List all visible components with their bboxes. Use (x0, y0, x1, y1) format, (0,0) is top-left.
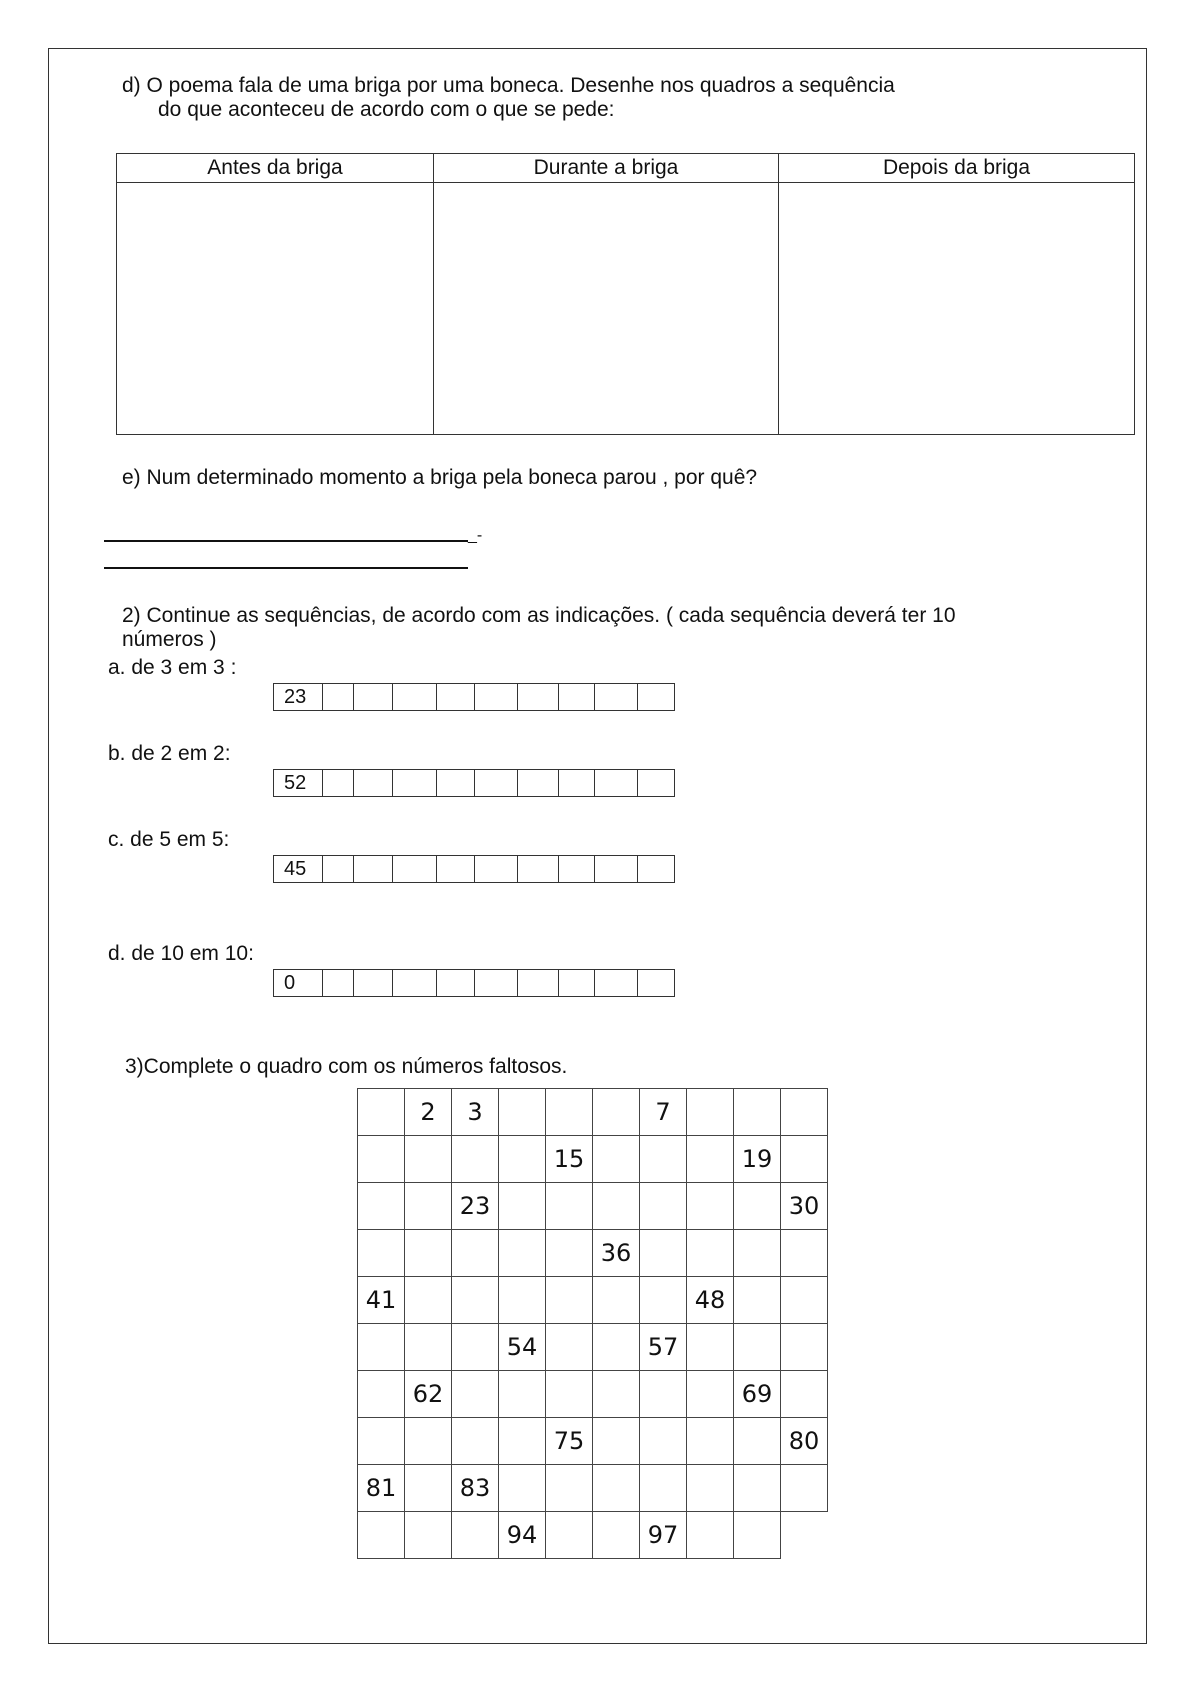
sequence-cell: 0 (284, 972, 296, 994)
sequence-cell[interactable] (436, 970, 474, 996)
empty-number-cell[interactable] (734, 1418, 781, 1465)
sequence-cell[interactable] (558, 770, 594, 796)
sequence-cell[interactable] (392, 970, 436, 996)
sequence-cell[interactable] (558, 970, 594, 996)
sequence-cell[interactable] (322, 770, 353, 796)
empty-number-cell[interactable] (452, 1418, 499, 1465)
given-number-cell: 54 (499, 1324, 546, 1371)
empty-number-cell[interactable] (546, 1371, 593, 1418)
empty-number-cell[interactable] (781, 1371, 828, 1418)
empty-number-cell[interactable] (640, 1418, 687, 1465)
drawing-box-after[interactable] (779, 183, 1135, 435)
empty-number-cell[interactable] (640, 1277, 687, 1324)
empty-number-cell[interactable] (358, 1512, 405, 1559)
sequence-cell[interactable] (637, 770, 674, 796)
sequence-cell[interactable] (594, 684, 637, 710)
chart-row (358, 1183, 828, 1230)
empty-number-cell[interactable] (358, 1136, 405, 1183)
question-d-line1: d) O poema fala de uma briga por uma boneca. Desenhe nos quadros a sequência (122, 74, 895, 97)
empty-number-cell[interactable] (358, 1371, 405, 1418)
given-number-cell: 69 (734, 1371, 781, 1418)
empty-number-cell[interactable] (734, 1324, 781, 1371)
given-number-cell: 94 (499, 1512, 546, 1559)
empty-number-cell[interactable] (546, 1230, 593, 1277)
empty-number-cell[interactable] (358, 1324, 405, 1371)
drawing-box-during[interactable] (434, 183, 779, 435)
given-number-cell: 19 (734, 1136, 781, 1183)
sequence-c-boxes (273, 855, 675, 883)
question-2-line2: números ) (122, 628, 217, 651)
given-number-cell: 15 (546, 1136, 593, 1183)
empty-number-cell[interactable] (687, 1324, 734, 1371)
empty-number-cell[interactable] (593, 1512, 640, 1559)
sequence-cell[interactable] (392, 856, 436, 882)
sequence-cell[interactable] (436, 684, 474, 710)
given-number-cell: 41 (358, 1277, 405, 1324)
sequence-cell[interactable] (353, 856, 392, 882)
empty-number-cell[interactable] (640, 1371, 687, 1418)
sequence-cell[interactable] (517, 970, 558, 996)
empty-number-cell[interactable] (405, 1136, 452, 1183)
answer-line-1[interactable] (104, 540, 468, 542)
empty-number-cell[interactable] (405, 1418, 452, 1465)
given-number-cell: 23 (452, 1183, 499, 1230)
given-number-cell: 80 (781, 1418, 828, 1465)
sequence-c-label: c. de 5 em 5: (108, 828, 230, 851)
empty-number-cell[interactable] (687, 1465, 734, 1512)
empty-number-cell[interactable] (546, 1277, 593, 1324)
chart-row (358, 1089, 828, 1136)
empty-number-cell[interactable] (687, 1136, 734, 1183)
answer-line-dash: _- (468, 527, 483, 544)
chart-row (358, 1324, 828, 1371)
empty-number-cell[interactable] (781, 1465, 828, 1512)
sequence-d-label: d. de 10 em 10: (108, 942, 254, 965)
empty-number-cell[interactable] (687, 1183, 734, 1230)
empty-number-cell[interactable] (405, 1324, 452, 1371)
empty-number-cell[interactable] (734, 1465, 781, 1512)
chart-row (358, 1136, 828, 1183)
sequence-cell[interactable] (517, 684, 558, 710)
chart-row (358, 1277, 828, 1324)
empty-number-cell[interactable] (405, 1277, 452, 1324)
empty-number-cell[interactable] (593, 1465, 640, 1512)
empty-number-cell[interactable] (452, 1371, 499, 1418)
empty-number-cell[interactable] (546, 1183, 593, 1230)
given-number-cell: 97 (640, 1512, 687, 1559)
sequence-cell[interactable] (637, 684, 674, 710)
given-number-cell: 57 (640, 1324, 687, 1371)
empty-number-cell[interactable] (781, 1136, 828, 1183)
sequence-b-label: b. de 2 em 2: (108, 742, 231, 765)
drawing-box-before[interactable] (117, 183, 434, 435)
given-number-cell: 3 (452, 1089, 499, 1136)
sequence-cell[interactable] (474, 770, 517, 796)
sequence-a-label: a. de 3 em 3 : (108, 656, 237, 679)
empty-number-cell[interactable] (781, 1230, 828, 1277)
empty-number-cell[interactable] (593, 1277, 640, 1324)
sequence-cell[interactable] (322, 856, 353, 882)
empty-number-cell[interactable] (546, 1089, 593, 1136)
empty-number-cell[interactable] (452, 1512, 499, 1559)
sequence-cell[interactable] (474, 970, 517, 996)
given-number-cell: 83 (452, 1465, 499, 1512)
sequence-b-boxes (273, 769, 675, 797)
given-number-cell: 7 (640, 1089, 687, 1136)
chart-row (358, 1512, 828, 1559)
empty-number-cell[interactable] (781, 1277, 828, 1324)
sequence-cell[interactable] (474, 856, 517, 882)
empty-number-cell[interactable] (452, 1230, 499, 1277)
empty-number-cell[interactable] (358, 1230, 405, 1277)
question-2-line1: 2) Continue as sequências, de acordo com as indicações. ( cada sequência deverá ter 10 (122, 604, 956, 627)
given-number-cell: 30 (781, 1183, 828, 1230)
sequence-cell[interactable] (594, 856, 637, 882)
chart-row (358, 1371, 828, 1418)
given-number-cell: 81 (358, 1465, 405, 1512)
empty-number-cell[interactable] (452, 1324, 499, 1371)
answer-line-2[interactable] (104, 567, 468, 569)
empty-number-cell[interactable] (405, 1512, 452, 1559)
empty-number-cell[interactable] (781, 1324, 828, 1371)
chart-row (358, 1418, 828, 1465)
sequence-cell[interactable] (392, 684, 436, 710)
empty-number-cell[interactable] (499, 1371, 546, 1418)
chart-row (358, 1465, 828, 1512)
sequence-cell[interactable] (436, 856, 474, 882)
empty-number-cell[interactable] (499, 1089, 546, 1136)
empty-number-cell[interactable] (593, 1418, 640, 1465)
drawing-table (116, 153, 1135, 435)
given-number-cell: 75 (546, 1418, 593, 1465)
sequence-cell[interactable] (392, 770, 436, 796)
question-3-text: 3)Complete o quadro com os números faltosos. (125, 1055, 568, 1078)
given-number-cell: 48 (687, 1277, 734, 1324)
empty-number-cell[interactable] (687, 1371, 734, 1418)
sequence-cell[interactable] (474, 684, 517, 710)
sequence-cell: 52 (284, 772, 307, 794)
sequence-cell[interactable] (353, 684, 392, 710)
empty-number-cell[interactable] (546, 1324, 593, 1371)
empty-number-cell[interactable] (640, 1136, 687, 1183)
empty-number-cell[interactable] (499, 1277, 546, 1324)
empty-number-cell[interactable] (405, 1183, 452, 1230)
sequence-cell[interactable] (637, 970, 674, 996)
empty-number-cell[interactable] (499, 1418, 546, 1465)
empty-number-cell[interactable] (687, 1418, 734, 1465)
empty-number-cell[interactable] (546, 1512, 593, 1559)
empty-number-cell[interactable] (546, 1465, 593, 1512)
sequence-cell[interactable] (594, 970, 637, 996)
sequence-cell[interactable] (517, 856, 558, 882)
column-after: Depois da briga (779, 154, 1135, 183)
question-e-text: e) Num determinado momento a briga pela boneca parou , por quê? (122, 466, 758, 489)
sequence-a-boxes (273, 683, 675, 711)
empty-number-cell[interactable] (593, 1136, 640, 1183)
sequence-cell: 23 (284, 686, 307, 708)
empty-number-cell[interactable] (734, 1230, 781, 1277)
empty-number-cell[interactable] (499, 1136, 546, 1183)
column-before: Antes da briga (117, 154, 434, 183)
missing-cell (781, 1512, 828, 1559)
empty-number-cell[interactable] (593, 1089, 640, 1136)
sequence-cell[interactable] (436, 770, 474, 796)
empty-number-cell[interactable] (593, 1183, 640, 1230)
empty-number-cell[interactable] (452, 1277, 499, 1324)
empty-number-cell[interactable] (687, 1230, 734, 1277)
chart-row (358, 1230, 828, 1277)
empty-number-cell[interactable] (734, 1183, 781, 1230)
empty-number-cell[interactable] (687, 1089, 734, 1136)
sequence-cell: 45 (284, 858, 307, 880)
empty-number-cell[interactable] (734, 1089, 781, 1136)
empty-number-cell[interactable] (358, 1418, 405, 1465)
question-d-line2: do que aconteceu de acordo com o que se pede: (158, 98, 615, 121)
sequence-cell[interactable] (637, 856, 674, 882)
empty-number-cell[interactable] (358, 1183, 405, 1230)
empty-number-cell[interactable] (593, 1324, 640, 1371)
given-number-cell: 62 (405, 1371, 452, 1418)
empty-number-cell[interactable] (405, 1465, 452, 1512)
given-number-cell: 2 (405, 1089, 452, 1136)
empty-number-cell[interactable] (640, 1465, 687, 1512)
empty-number-cell[interactable] (734, 1512, 781, 1559)
hundred-chart (357, 1088, 828, 1559)
empty-number-cell[interactable] (405, 1230, 452, 1277)
sequence-cell[interactable] (517, 770, 558, 796)
empty-number-cell[interactable] (358, 1089, 405, 1136)
empty-number-cell[interactable] (687, 1512, 734, 1559)
sequence-cell[interactable] (594, 770, 637, 796)
column-during: Durante a briga (434, 154, 779, 183)
sequence-cell[interactable] (558, 684, 594, 710)
sequence-cell[interactable] (353, 970, 392, 996)
empty-number-cell[interactable] (593, 1371, 640, 1418)
empty-number-cell[interactable] (640, 1230, 687, 1277)
sequence-cell[interactable] (322, 684, 353, 710)
empty-number-cell[interactable] (734, 1277, 781, 1324)
sequence-cell[interactable] (558, 856, 594, 882)
empty-number-cell[interactable] (640, 1183, 687, 1230)
empty-number-cell[interactable] (499, 1183, 546, 1230)
empty-number-cell[interactable] (499, 1230, 546, 1277)
sequence-d-boxes (273, 969, 675, 997)
empty-number-cell[interactable] (781, 1089, 828, 1136)
sequence-cell[interactable] (322, 970, 353, 996)
empty-number-cell[interactable] (499, 1465, 546, 1512)
sequence-cell[interactable] (353, 770, 392, 796)
given-number-cell: 36 (593, 1230, 640, 1277)
empty-number-cell[interactable] (452, 1136, 499, 1183)
